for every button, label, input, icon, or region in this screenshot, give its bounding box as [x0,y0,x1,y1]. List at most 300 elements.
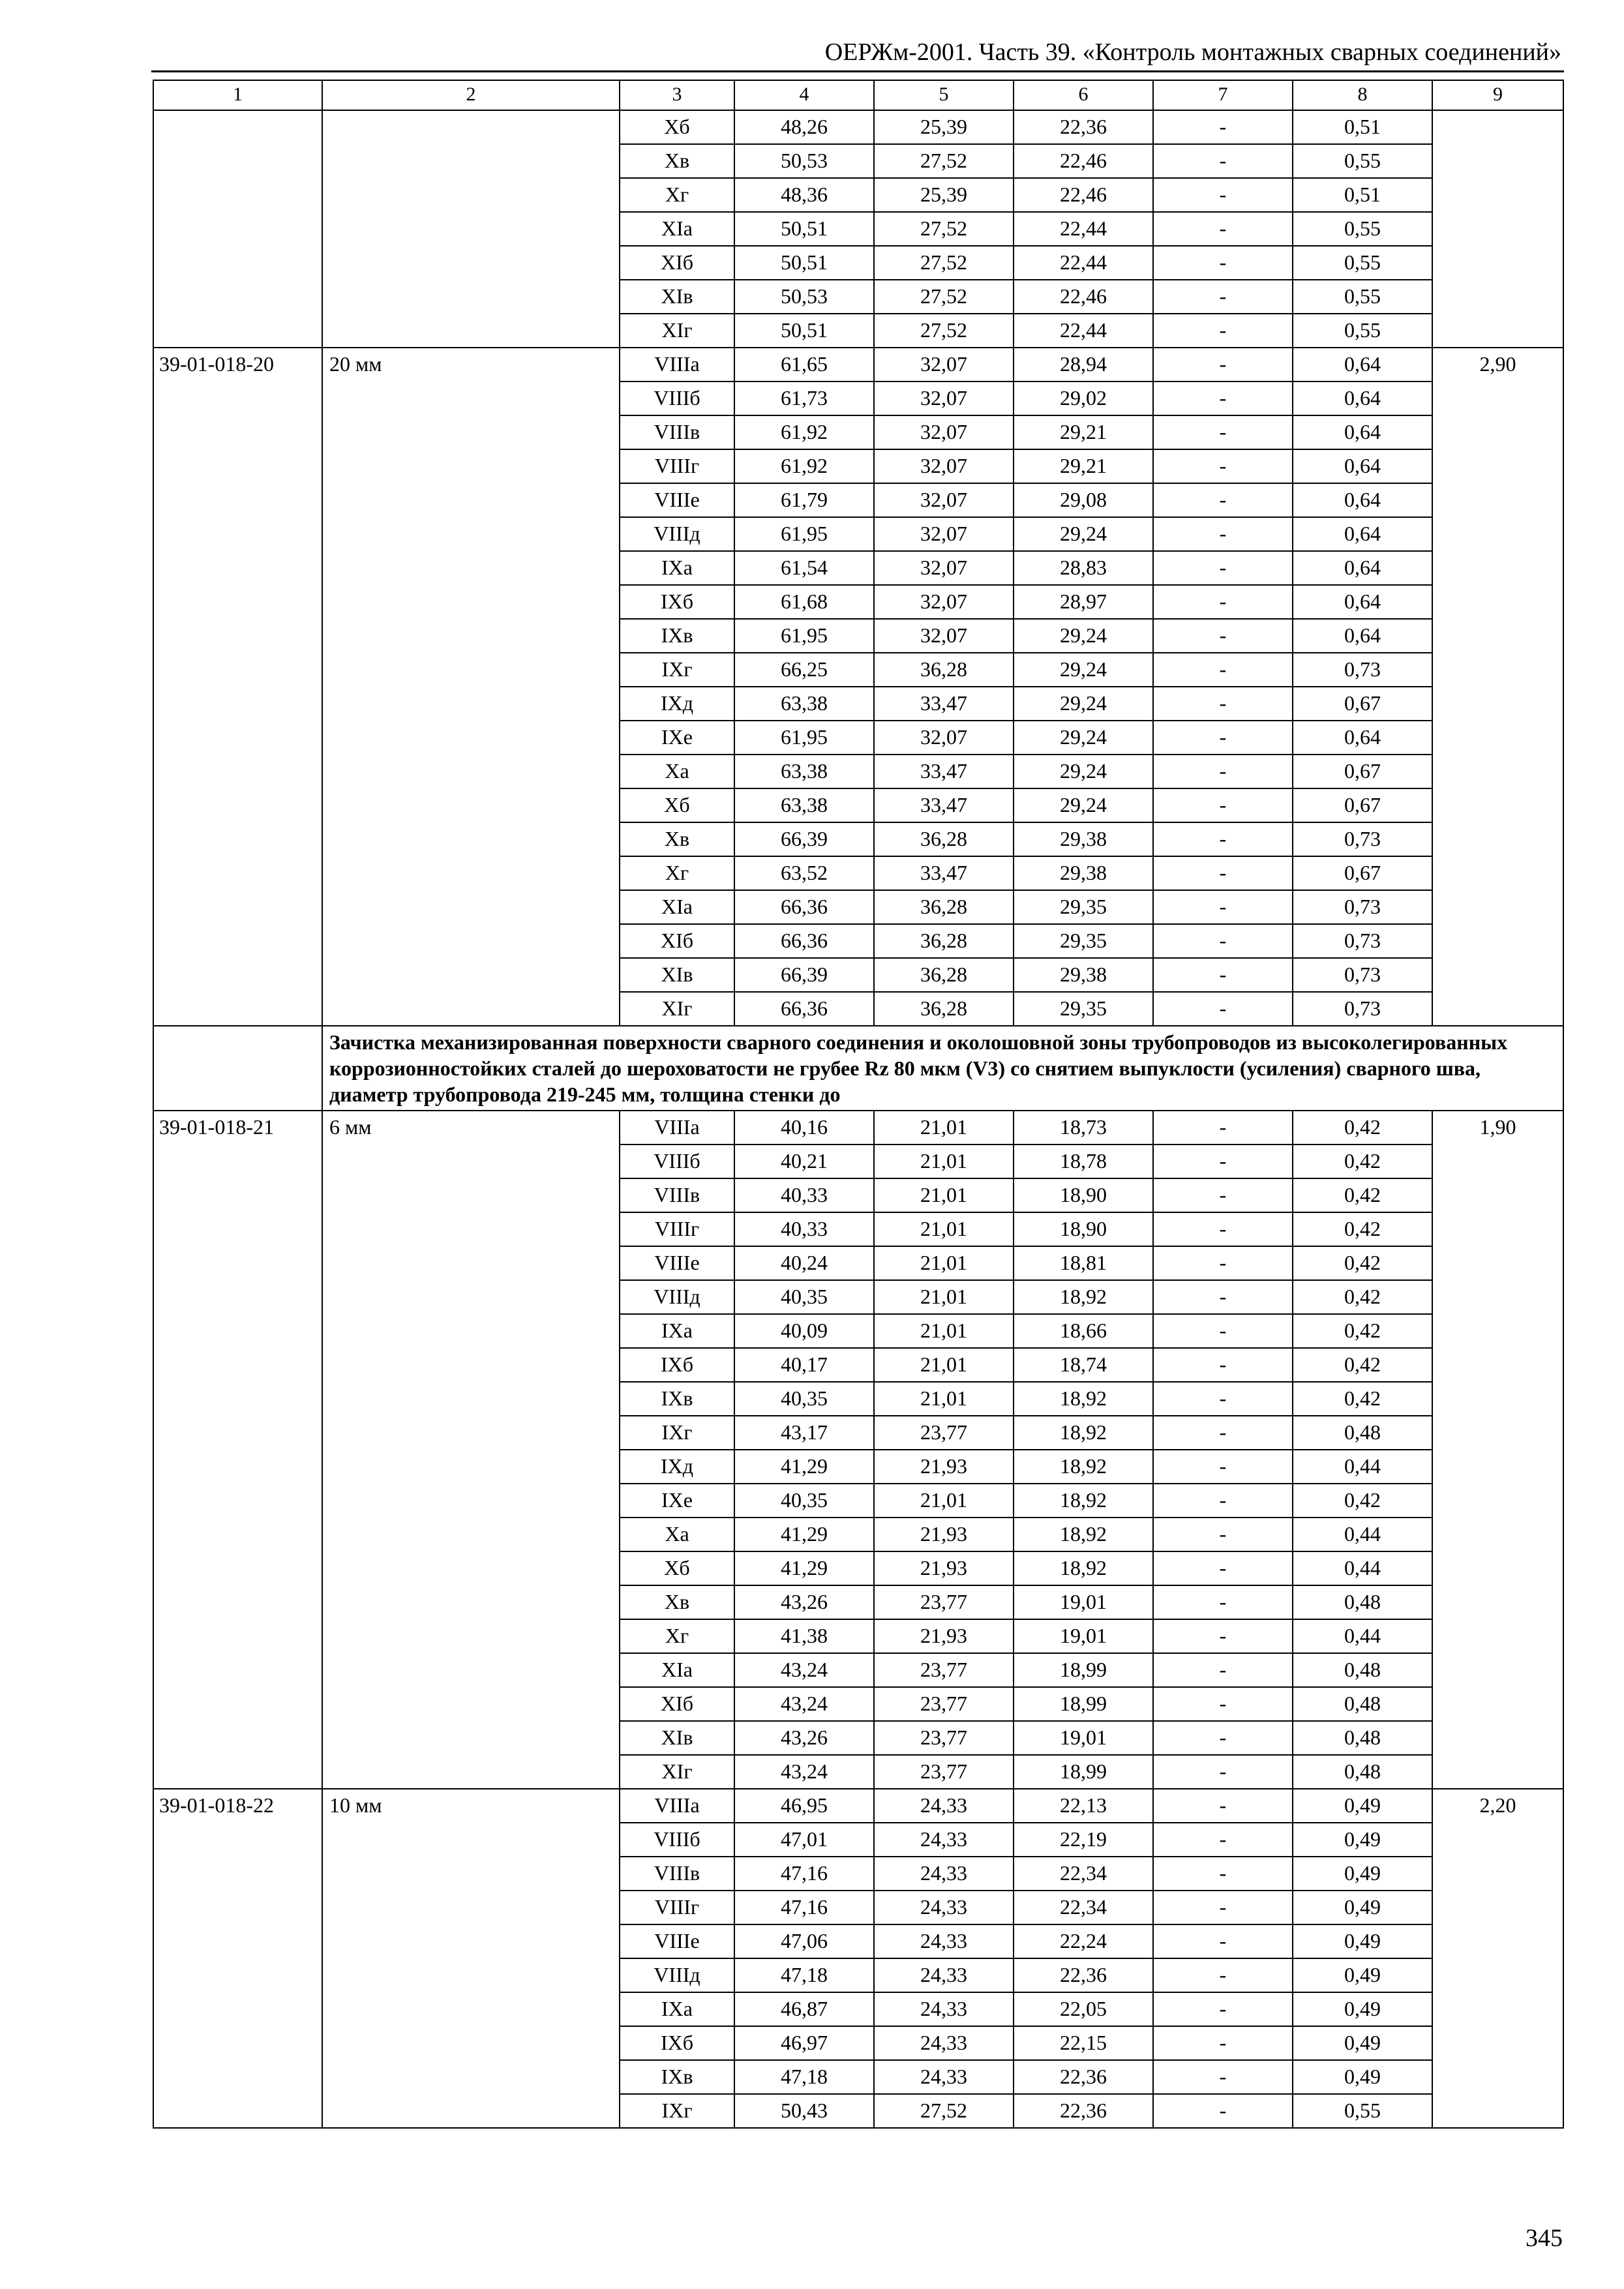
wages-cell: 32,07 [874,348,1014,382]
labor-hours-cell: 0,64 [1293,585,1432,619]
category-cell: Xб [620,1551,734,1585]
wages-cell: 23,77 [874,1416,1014,1450]
wages-cell: 27,52 [874,280,1014,314]
category-cell: VIIIб [620,1823,734,1857]
total-cost-cell: 43,24 [734,1755,874,1789]
materials-cell: - [1153,1755,1293,1789]
wages-cell: 23,77 [874,1721,1014,1755]
materials-cell: - [1153,1857,1293,1891]
total-cost-cell: 66,36 [734,992,874,1026]
machine-cost-cell: 22,46 [1014,144,1153,178]
materials-cell: - [1153,992,1293,1026]
total-cost-cell: 61,79 [734,483,874,517]
wages-cell: 21,01 [874,1348,1014,1382]
total-cost-cell: 66,39 [734,958,874,992]
labor-hours-cell: 0,48 [1293,1653,1432,1687]
wages-cell: 21,01 [874,1144,1014,1178]
category-cell: IXе [620,1484,734,1518]
wages-cell: 21,01 [874,1314,1014,1348]
wages-cell: 23,77 [874,1687,1014,1721]
column-number: 1 [153,80,322,110]
total-cost-cell: 66,39 [734,822,874,856]
total-cost-cell: 47,18 [734,1958,874,1992]
machine-cost-cell: 22,36 [1014,110,1153,144]
category-cell: IXд [620,1450,734,1484]
category-cell: XIа [620,212,734,246]
wall-thickness-cell: 10 мм [322,1789,620,2128]
machine-cost-cell: 18,66 [1014,1314,1153,1348]
machine-cost-cell: 18,92 [1014,1484,1153,1518]
wages-cell: 24,33 [874,1823,1014,1857]
total-cost-cell: 50,43 [734,2094,874,2128]
materials-cell: - [1153,1992,1293,2026]
total-cost-cell: 41,29 [734,1518,874,1551]
category-cell: XIв [620,958,734,992]
category-cell: VIIIб [620,382,734,415]
wages-cell: 24,33 [874,2060,1014,2094]
column-number: 5 [874,80,1014,110]
category-cell: IXг [620,653,734,687]
materials-cell: - [1153,958,1293,992]
machine-cost-cell: 22,36 [1014,1958,1153,1992]
wages-cell: 25,39 [874,178,1014,212]
labor-hours-cell: 0,48 [1293,1416,1432,1450]
total-cost-cell: 43,26 [734,1721,874,1755]
header-rule [151,70,1564,72]
total-cost-cell: 47,16 [734,1891,874,1924]
column-number: 8 [1293,80,1432,110]
wages-cell: 21,01 [874,1111,1014,1144]
machine-cost-cell: 18,92 [1014,1518,1153,1551]
wages-cell: 27,52 [874,246,1014,280]
total-cost-cell: 50,51 [734,314,874,348]
machine-cost-cell: 29,35 [1014,890,1153,924]
machine-cost-cell: 19,01 [1014,1721,1153,1755]
wages-cell: 27,52 [874,144,1014,178]
labor-hours-cell: 0,64 [1293,382,1432,415]
total-cost-cell: 61,65 [734,348,874,382]
total-cost-cell: 43,17 [734,1416,874,1450]
column-number: 2 [322,80,620,110]
total-cost-cell: 46,87 [734,1992,874,2026]
machine-cost-cell: 29,35 [1014,992,1153,1026]
labor-hours-cell: 0,42 [1293,1348,1432,1382]
machine-cost-cell: 29,24 [1014,517,1153,551]
wages-cell: 32,07 [874,449,1014,483]
labor-hours-cell: 0,44 [1293,1518,1432,1551]
labor-hours-cell: 0,67 [1293,788,1432,822]
materials-cell: - [1153,1958,1293,1992]
wages-cell: 36,28 [874,924,1014,958]
materials-cell: - [1153,2026,1293,2060]
machine-cost-cell: 22,44 [1014,314,1153,348]
machine-cost-cell: 29,38 [1014,958,1153,992]
materials-cell: - [1153,1687,1293,1721]
materials-cell: - [1153,1212,1293,1246]
total-cost-cell: 61,95 [734,517,874,551]
machine-cost-cell: 22,46 [1014,178,1153,212]
machine-cost-cell: 22,15 [1014,2026,1153,2060]
page-header-title: ОЕРЖм-2001. Часть 39. «Контроль монтажных сварных соединений» [824,38,1561,66]
total-cost-cell: 66,36 [734,924,874,958]
labor-hours-cell: 0,49 [1293,1857,1432,1891]
rates-table [153,80,1564,2129]
machine-cost-cell: 18,99 [1014,1653,1153,1687]
category-cell: XIг [620,992,734,1026]
total-cost-cell: 61,95 [734,721,874,755]
category-cell: IXа [620,551,734,585]
category-cell: Xб [620,788,734,822]
category-cell: Xв [620,822,734,856]
machine-cost-cell: 29,24 [1014,721,1153,755]
labor-hours-cell: 0,64 [1293,619,1432,653]
labor-hours-cell: 0,48 [1293,1585,1432,1619]
labor-hours-cell: 0,49 [1293,1992,1432,2026]
wages-cell: 32,07 [874,483,1014,517]
category-cell: Xб [620,110,734,144]
machine-cost-cell: 29,21 [1014,415,1153,449]
total-cell: 1,90 [1432,1111,1563,1789]
category-cell: VIIIг [620,449,734,483]
machine-cost-cell: 22,24 [1014,1924,1153,1958]
total-cost-cell: 40,35 [734,1280,874,1314]
labor-hours-cell: 0,44 [1293,1551,1432,1585]
column-number: 6 [1014,80,1153,110]
materials-cell: - [1153,1280,1293,1314]
materials-cell: - [1153,721,1293,755]
total-cost-cell: 63,38 [734,788,874,822]
rate-code-cell: 39-01-018-20 [153,348,322,1026]
total-cost-cell: 40,35 [734,1382,874,1416]
materials-cell: - [1153,551,1293,585]
labor-hours-cell: 0,55 [1293,246,1432,280]
labor-hours-cell: 0,64 [1293,551,1432,585]
wages-cell: 36,28 [874,822,1014,856]
machine-cost-cell: 18,74 [1014,1348,1153,1382]
machine-cost-cell: 22,34 [1014,1857,1153,1891]
category-cell: Xа [620,1518,734,1551]
category-cell: VIIIе [620,1246,734,1280]
wages-cell: 33,47 [874,856,1014,890]
machine-cost-cell: 18,92 [1014,1280,1153,1314]
column-number: 9 [1432,80,1563,110]
total-cost-cell: 50,51 [734,246,874,280]
category-cell: IXв [620,619,734,653]
category-cell: XIв [620,280,734,314]
machine-cost-cell: 29,08 [1014,483,1153,517]
rate-code-cell: 39-01-018-22 [153,1789,322,2128]
category-cell: IXб [620,585,734,619]
category-cell: VIIIд [620,517,734,551]
total-cost-cell: 46,95 [734,1789,874,1823]
category-cell: XIа [620,1653,734,1687]
total-cost-cell: 40,35 [734,1484,874,1518]
category-cell: IXе [620,721,734,755]
labor-hours-cell: 0,49 [1293,1823,1432,1857]
materials-cell: - [1153,1551,1293,1585]
total-cost-cell: 48,26 [734,110,874,144]
materials-cell: - [1153,822,1293,856]
materials-cell: - [1153,1619,1293,1653]
materials-cell: - [1153,1653,1293,1687]
category-cell: IXб [620,1348,734,1382]
labor-hours-cell: 0,44 [1293,1619,1432,1653]
materials-cell: - [1153,415,1293,449]
machine-cost-cell: 28,97 [1014,585,1153,619]
labor-hours-cell: 0,73 [1293,958,1432,992]
wages-cell: 24,33 [874,1924,1014,1958]
machine-cost-cell: 18,92 [1014,1416,1153,1450]
total-cost-cell: 40,33 [734,1212,874,1246]
wages-cell: 36,28 [874,992,1014,1026]
machine-cost-cell: 29,24 [1014,687,1153,721]
category-cell: VIIIа [620,1111,734,1144]
machine-cost-cell: 22,34 [1014,1891,1153,1924]
category-cell: IXд [620,687,734,721]
materials-cell: - [1153,924,1293,958]
wages-cell: 32,07 [874,517,1014,551]
category-cell: IXв [620,2060,734,2094]
category-cell: XIб [620,1687,734,1721]
total-cell [1432,110,1563,348]
wages-cell: 33,47 [874,788,1014,822]
machine-cost-cell: 28,83 [1014,551,1153,585]
materials-cell: - [1153,585,1293,619]
wages-cell: 21,01 [874,1484,1014,1518]
total-cost-cell: 41,29 [734,1551,874,1585]
labor-hours-cell: 0,42 [1293,1280,1432,1314]
materials-cell: - [1153,890,1293,924]
materials-cell: - [1153,1518,1293,1551]
materials-cell: - [1153,619,1293,653]
table-row [153,1111,1563,1144]
total-cost-cell: 50,53 [734,144,874,178]
machine-cost-cell: 18,92 [1014,1450,1153,1484]
wages-cell: 21,01 [874,1280,1014,1314]
category-cell: XIб [620,924,734,958]
total-cost-cell: 47,06 [734,1924,874,1958]
materials-cell: - [1153,348,1293,382]
column-number: 3 [620,80,734,110]
machine-cost-cell: 22,46 [1014,280,1153,314]
wages-cell: 23,77 [874,1653,1014,1687]
materials-cell: - [1153,517,1293,551]
labor-hours-cell: 0,73 [1293,992,1432,1026]
machine-cost-cell: 29,24 [1014,619,1153,653]
labor-hours-cell: 0,48 [1293,1755,1432,1789]
category-cell: Xг [620,1619,734,1653]
rate-code-cell: 39-01-018-21 [153,1111,322,1789]
labor-hours-cell: 0,73 [1293,924,1432,958]
materials-cell: - [1153,212,1293,246]
labor-hours-cell: 0,64 [1293,721,1432,755]
labor-hours-cell: 0,49 [1293,1789,1432,1823]
machine-cost-cell: 18,99 [1014,1687,1153,1721]
materials-cell: - [1153,1348,1293,1382]
machine-cost-cell: 22,36 [1014,2060,1153,2094]
wages-cell: 32,07 [874,585,1014,619]
wages-cell: 21,93 [874,1450,1014,1484]
materials-cell: - [1153,1585,1293,1619]
materials-cell: - [1153,687,1293,721]
materials-cell: - [1153,653,1293,687]
total-cost-cell: 43,24 [734,1653,874,1687]
labor-hours-cell: 0,42 [1293,1246,1432,1280]
category-cell: VIIIг [620,1212,734,1246]
wages-cell: 24,33 [874,1958,1014,1992]
materials-cell: - [1153,1246,1293,1280]
category-cell: VIIIв [620,1178,734,1212]
labor-hours-cell: 0,42 [1293,1212,1432,1246]
wages-cell: 21,01 [874,1212,1014,1246]
labor-hours-cell: 0,42 [1293,1382,1432,1416]
machine-cost-cell: 18,90 [1014,1212,1153,1246]
total-cell: 2,90 [1432,348,1563,1026]
machine-cost-cell: 18,90 [1014,1178,1153,1212]
materials-cell: - [1153,1144,1293,1178]
wages-cell: 23,77 [874,1755,1014,1789]
total-cost-cell: 40,33 [734,1178,874,1212]
total-cost-cell: 50,51 [734,212,874,246]
rate-code-cell [153,110,322,348]
category-cell: VIIIб [620,1144,734,1178]
total-cost-cell: 48,36 [734,178,874,212]
materials-cell: - [1153,314,1293,348]
category-cell: VIIIе [620,1924,734,1958]
total-cost-cell: 63,38 [734,755,874,788]
labor-hours-cell: 0,44 [1293,1450,1432,1484]
materials-cell: - [1153,110,1293,144]
total-cost-cell: 63,38 [734,687,874,721]
total-cell: 2,20 [1432,1789,1563,2128]
wages-cell: 27,52 [874,212,1014,246]
labor-hours-cell: 0,49 [1293,2060,1432,2094]
wages-cell: 24,33 [874,1789,1014,1823]
machine-cost-cell: 28,94 [1014,348,1153,382]
labor-hours-cell: 0,64 [1293,415,1432,449]
wages-cell: 24,33 [874,1891,1014,1924]
wages-cell: 32,07 [874,415,1014,449]
materials-cell: - [1153,1924,1293,1958]
wages-cell: 21,01 [874,1178,1014,1212]
materials-cell: - [1153,755,1293,788]
total-cost-cell: 66,25 [734,653,874,687]
wages-cell: 24,33 [874,1992,1014,2026]
labor-hours-cell: 0,64 [1293,517,1432,551]
total-cost-cell: 40,09 [734,1314,874,1348]
wages-cell: 27,52 [874,2094,1014,2128]
materials-cell: - [1153,2094,1293,2128]
labor-hours-cell: 0,73 [1293,890,1432,924]
labor-hours-cell: 0,55 [1293,212,1432,246]
machine-cost-cell: 19,01 [1014,1619,1153,1653]
wages-cell: 23,77 [874,1585,1014,1619]
total-cost-cell: 61,92 [734,449,874,483]
section-title: Зачистка механизированная поверхности сварного соединения и околошовной зоны трубопроводов из высоколегированных коррозионностойких сталей до шероховатости не грубее Rz 80 мкм (V3) со снятием выпуклости (усиления) сварного шва, диаметр трубопровода 219-245 мм, толщина стенки до [322,1026,1563,1111]
total-cost-cell: 41,38 [734,1619,874,1653]
labor-hours-cell: 0,51 [1293,178,1432,212]
labor-hours-cell: 0,64 [1293,348,1432,382]
materials-cell: - [1153,1382,1293,1416]
total-cost-cell: 40,21 [734,1144,874,1178]
wall-thickness-cell: 6 мм [322,1111,620,1789]
materials-cell: - [1153,1111,1293,1144]
category-cell: XIб [620,246,734,280]
labor-hours-cell: 0,42 [1293,1314,1432,1348]
wages-cell: 33,47 [874,687,1014,721]
wall-thickness-cell: 20 мм [322,348,620,1026]
materials-cell: - [1153,856,1293,890]
total-cost-cell: 61,73 [734,382,874,415]
column-number: 7 [1153,80,1293,110]
category-cell: VIIIв [620,1857,734,1891]
wages-cell: 33,47 [874,755,1014,788]
category-cell: IXа [620,1992,734,2026]
wages-cell: 36,28 [874,958,1014,992]
category-cell: VIIIе [620,483,734,517]
category-cell: Xв [620,1585,734,1619]
labor-hours-cell: 0,48 [1293,1721,1432,1755]
wages-cell: 27,52 [874,314,1014,348]
wages-cell: 21,01 [874,1382,1014,1416]
machine-cost-cell: 18,92 [1014,1551,1153,1585]
materials-cell: - [1153,144,1293,178]
wages-cell: 21,93 [874,1619,1014,1653]
labor-hours-cell: 0,64 [1293,483,1432,517]
total-cost-cell: 43,24 [734,1687,874,1721]
total-cost-cell: 40,17 [734,1348,874,1382]
wall-thickness-cell [322,110,620,348]
category-cell: XIа [620,890,734,924]
wages-cell: 32,07 [874,551,1014,585]
total-cost-cell: 50,53 [734,280,874,314]
category-cell: IXб [620,2026,734,2060]
category-cell: IXг [620,1416,734,1450]
machine-cost-cell: 22,13 [1014,1789,1153,1823]
table-row [153,110,1563,144]
total-cost-cell: 40,24 [734,1246,874,1280]
materials-cell: - [1153,1789,1293,1823]
wages-cell: 36,28 [874,653,1014,687]
materials-cell: - [1153,1178,1293,1212]
labor-hours-cell: 0,51 [1293,110,1432,144]
total-cost-cell: 43,26 [734,1585,874,1619]
category-cell: IXв [620,1382,734,1416]
machine-cost-cell: 22,05 [1014,1992,1153,2026]
materials-cell: - [1153,1823,1293,1857]
labor-hours-cell: 0,67 [1293,856,1432,890]
machine-cost-cell: 22,44 [1014,246,1153,280]
machine-cost-cell: 29,38 [1014,856,1153,890]
materials-cell: - [1153,382,1293,415]
materials-cell: - [1153,280,1293,314]
total-cost-cell: 47,01 [734,1823,874,1857]
table-row [153,348,1563,382]
category-cell: VIIIд [620,1280,734,1314]
category-cell: Xг [620,178,734,212]
labor-hours-cell: 0,73 [1293,653,1432,687]
machine-cost-cell: 22,36 [1014,2094,1153,2128]
table-row [153,1789,1563,1823]
category-cell: IXа [620,1314,734,1348]
machine-cost-cell: 18,78 [1014,1144,1153,1178]
total-cost-cell: 61,54 [734,551,874,585]
labor-hours-cell: 0,48 [1293,1687,1432,1721]
labor-hours-cell: 0,73 [1293,822,1432,856]
total-cost-cell: 63,52 [734,856,874,890]
machine-cost-cell: 29,02 [1014,382,1153,415]
wages-cell: 21,93 [874,1551,1014,1585]
